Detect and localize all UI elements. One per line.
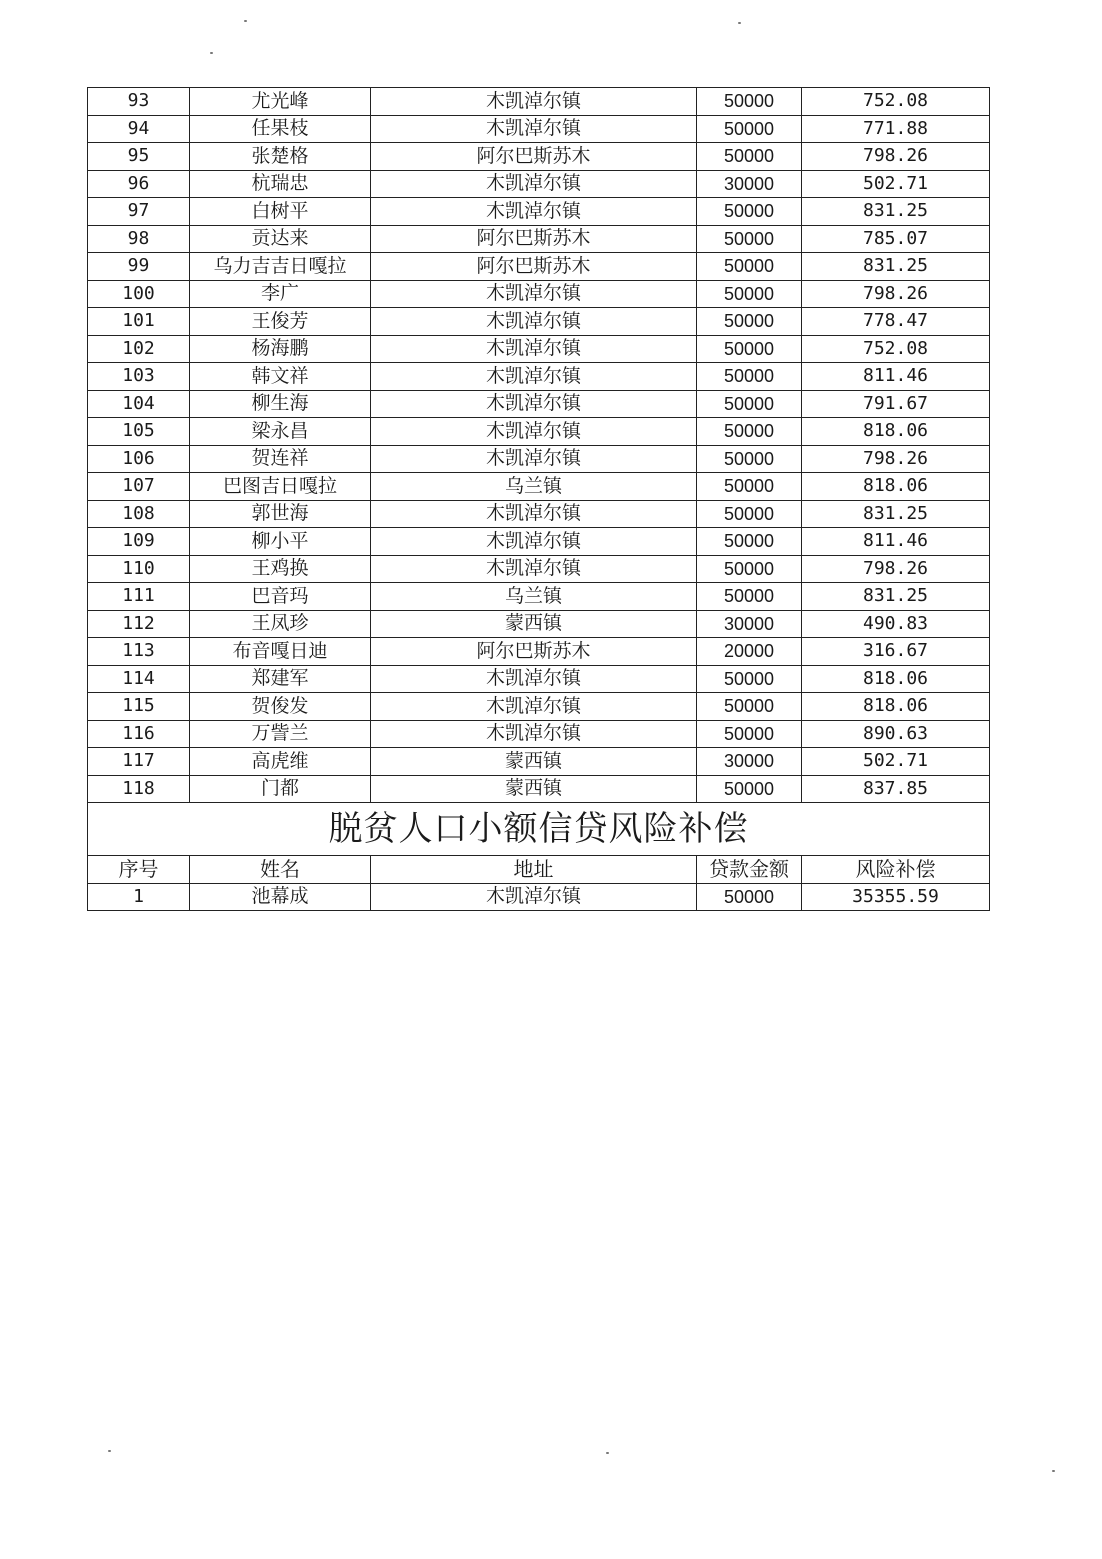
cell-no: 116 [88,720,190,748]
cell-loan: 50000 [697,418,802,446]
cell-loan: 30000 [697,748,802,776]
cell-loan: 50000 [697,473,802,501]
cell-address: 木凯淖尔镇 [371,720,697,748]
scan-speck [244,20,247,22]
cell-address: 木凯淖尔镇 [371,170,697,198]
scan-speck [108,1450,111,1452]
cell-no: 114 [88,665,190,693]
cell-compensation: 798.26 [802,143,990,171]
cell-compensation: 818.06 [802,473,990,501]
cell-loan: 50000 [697,693,802,721]
cell-compensation: 798.26 [802,555,990,583]
cell-compensation: 771.88 [802,115,990,143]
cell-name: 池幕成 [190,883,371,911]
cell-compensation: 502.71 [802,170,990,198]
cell-name: 柳生海 [190,390,371,418]
cell-compensation: 752.08 [802,335,990,363]
cell-compensation: 831.25 [802,583,990,611]
cell-name: 贺俊发 [190,693,371,721]
cell-loan: 30000 [697,610,802,638]
cell-loan: 50000 [697,280,802,308]
cell-loan: 50000 [697,720,802,748]
cell-address: 阿尔巴斯苏木 [371,638,697,666]
cell-loan: 50000 [697,775,802,803]
table-row [88,390,990,418]
cell-compensation: 502.71 [802,748,990,776]
cell-address: 木凯淖尔镇 [371,665,697,693]
cell-no: 93 [88,88,190,116]
cell-name: 李广 [190,280,371,308]
table-row [88,610,990,638]
section-title-row [88,803,990,856]
cell-no: 104 [88,390,190,418]
cell-name: 布音嘎日迪 [190,638,371,666]
cell-compensation: 890.63 [802,720,990,748]
cell-loan: 50000 [697,555,802,583]
cell-address: 木凯淖尔镇 [371,335,697,363]
scan-speck [606,1452,609,1454]
cell-loan: 30000 [697,170,802,198]
cell-address: 蒙西镇 [371,748,697,776]
cell-name: 高虎维 [190,748,371,776]
cell-address: 木凯淖尔镇 [371,555,697,583]
cell-no: 107 [88,473,190,501]
table-row [88,665,990,693]
cell-compensation: 818.06 [802,665,990,693]
table-row [88,638,990,666]
cell-compensation: 785.07 [802,225,990,253]
cell-compensation: 831.25 [802,500,990,528]
cell-no: 94 [88,115,190,143]
cell-name: 白树平 [190,198,371,226]
header-name: 姓名 [190,856,371,884]
cell-compensation: 752.08 [802,88,990,116]
cell-name: 杨海鹏 [190,335,371,363]
table-row [88,583,990,611]
cell-name: 贡达来 [190,225,371,253]
cell-address: 乌兰镇 [371,473,697,501]
cell-no: 105 [88,418,190,446]
table-row [88,335,990,363]
cell-address: 蒙西镇 [371,775,697,803]
cell-compensation: 811.46 [802,363,990,391]
cell-no: 108 [88,500,190,528]
cell-no: 99 [88,253,190,281]
cell-loan: 50000 [697,308,802,336]
cell-name: 任果枝 [190,115,371,143]
table-row [88,775,990,803]
cell-loan: 50000 [697,363,802,391]
header-compensation: 风险补偿 [802,856,990,884]
table-row [88,473,990,501]
table-row [88,555,990,583]
cell-no: 115 [88,693,190,721]
cell-no: 96 [88,170,190,198]
cell-address: 木凯淖尔镇 [371,308,697,336]
header-no: 序号 [88,856,190,884]
table-row [88,363,990,391]
table-row [88,115,990,143]
cell-address: 阿尔巴斯苏木 [371,143,697,171]
cell-compensation: 831.25 [802,198,990,226]
cell-address: 木凯淖尔镇 [371,280,697,308]
cell-name: 杭瑞忠 [190,170,371,198]
cell-compensation: 798.26 [802,280,990,308]
table-row [88,225,990,253]
header-address: 地址 [371,856,697,884]
cell-name: 柳小平 [190,528,371,556]
cell-name: 巴图吉日嘎拉 [190,473,371,501]
cell-address: 阿尔巴斯苏木 [371,225,697,253]
cell-address: 蒙西镇 [371,610,697,638]
cell-no: 103 [88,363,190,391]
cell-loan: 50000 [697,445,802,473]
cell-compensation: 791.67 [802,390,990,418]
table-row [88,308,990,336]
cell-compensation: 35355.59 [802,883,990,911]
cell-compensation: 490.83 [802,610,990,638]
cell-compensation: 837.85 [802,775,990,803]
cell-loan: 50000 [697,583,802,611]
cell-address: 木凯淖尔镇 [371,88,697,116]
cell-address: 木凯淖尔镇 [371,500,697,528]
cell-loan: 50000 [697,225,802,253]
table-row [88,748,990,776]
cell-name: 乌力吉吉日嘎拉 [190,253,371,281]
cell-loan: 50000 [697,143,802,171]
cell-loan: 50000 [697,88,802,116]
cell-compensation: 811.46 [802,528,990,556]
cell-loan: 50000 [697,883,802,911]
table-row [88,693,990,721]
table-row [88,170,990,198]
cell-address: 木凯淖尔镇 [371,198,697,226]
table-row [88,88,990,116]
cell-no: 118 [88,775,190,803]
cell-compensation: 831.25 [802,253,990,281]
cell-no: 109 [88,528,190,556]
cell-compensation: 818.06 [802,418,990,446]
table-row [88,143,990,171]
cell-loan: 50000 [697,500,802,528]
cell-address: 木凯淖尔镇 [371,445,697,473]
cell-loan: 50000 [697,528,802,556]
cell-loan: 20000 [697,638,802,666]
cell-name: 郭世海 [190,500,371,528]
cell-compensation: 316.67 [802,638,990,666]
cell-compensation: 798.26 [802,445,990,473]
table-row [88,253,990,281]
header-loan: 贷款金额 [697,856,802,884]
main-table-body [88,88,990,803]
cell-name: 尤光峰 [190,88,371,116]
cell-no: 113 [88,638,190,666]
cell-name: 万訾兰 [190,720,371,748]
table-row [88,500,990,528]
table-row [88,720,990,748]
cell-loan: 50000 [697,335,802,363]
cell-compensation: 818.06 [802,693,990,721]
cell-no: 112 [88,610,190,638]
cell-no: 100 [88,280,190,308]
table-row [88,280,990,308]
cell-address: 木凯淖尔镇 [371,363,697,391]
cell-loan: 50000 [697,665,802,693]
cell-no: 95 [88,143,190,171]
section-header-row [88,856,990,884]
cell-name: 郑建军 [190,665,371,693]
cell-name: 王凤珍 [190,610,371,638]
cell-address: 木凯淖尔镇 [371,418,697,446]
cell-no: 101 [88,308,190,336]
cell-address: 木凯淖尔镇 [371,883,697,911]
table-row [88,445,990,473]
table-row [88,418,990,446]
cell-address: 乌兰镇 [371,583,697,611]
cell-address: 阿尔巴斯苏木 [371,253,697,281]
cell-address: 木凯淖尔镇 [371,693,697,721]
cell-loan: 50000 [697,253,802,281]
cell-name: 梁永昌 [190,418,371,446]
scan-speck [738,22,741,24]
cell-name: 王俊芳 [190,308,371,336]
cell-name: 贺连祥 [190,445,371,473]
cell-loan: 50000 [697,390,802,418]
cell-no: 111 [88,583,190,611]
cell-name: 韩文祥 [190,363,371,391]
cell-compensation: 778.47 [802,308,990,336]
cell-no: 1 [88,883,190,911]
table-row [88,528,990,556]
cell-loan: 50000 [697,198,802,226]
table-row [88,198,990,226]
cell-address: 木凯淖尔镇 [371,390,697,418]
section-title: 脱贫人口小额信贷风险补偿 [88,803,990,856]
section-block [88,803,990,911]
scan-speck [1052,1470,1055,1472]
table-row [88,883,990,911]
cell-name: 巴音玛 [190,583,371,611]
cell-no: 102 [88,335,190,363]
compensation-table [87,87,990,911]
cell-no: 97 [88,198,190,226]
scan-speck [210,52,213,54]
cell-no: 98 [88,225,190,253]
cell-loan: 50000 [697,115,802,143]
cell-no: 110 [88,555,190,583]
cell-no: 117 [88,748,190,776]
cell-address: 木凯淖尔镇 [371,528,697,556]
cell-address: 木凯淖尔镇 [371,115,697,143]
cell-name: 张楚格 [190,143,371,171]
cell-no: 106 [88,445,190,473]
cell-name: 王鸡换 [190,555,371,583]
cell-name: 门都 [190,775,371,803]
